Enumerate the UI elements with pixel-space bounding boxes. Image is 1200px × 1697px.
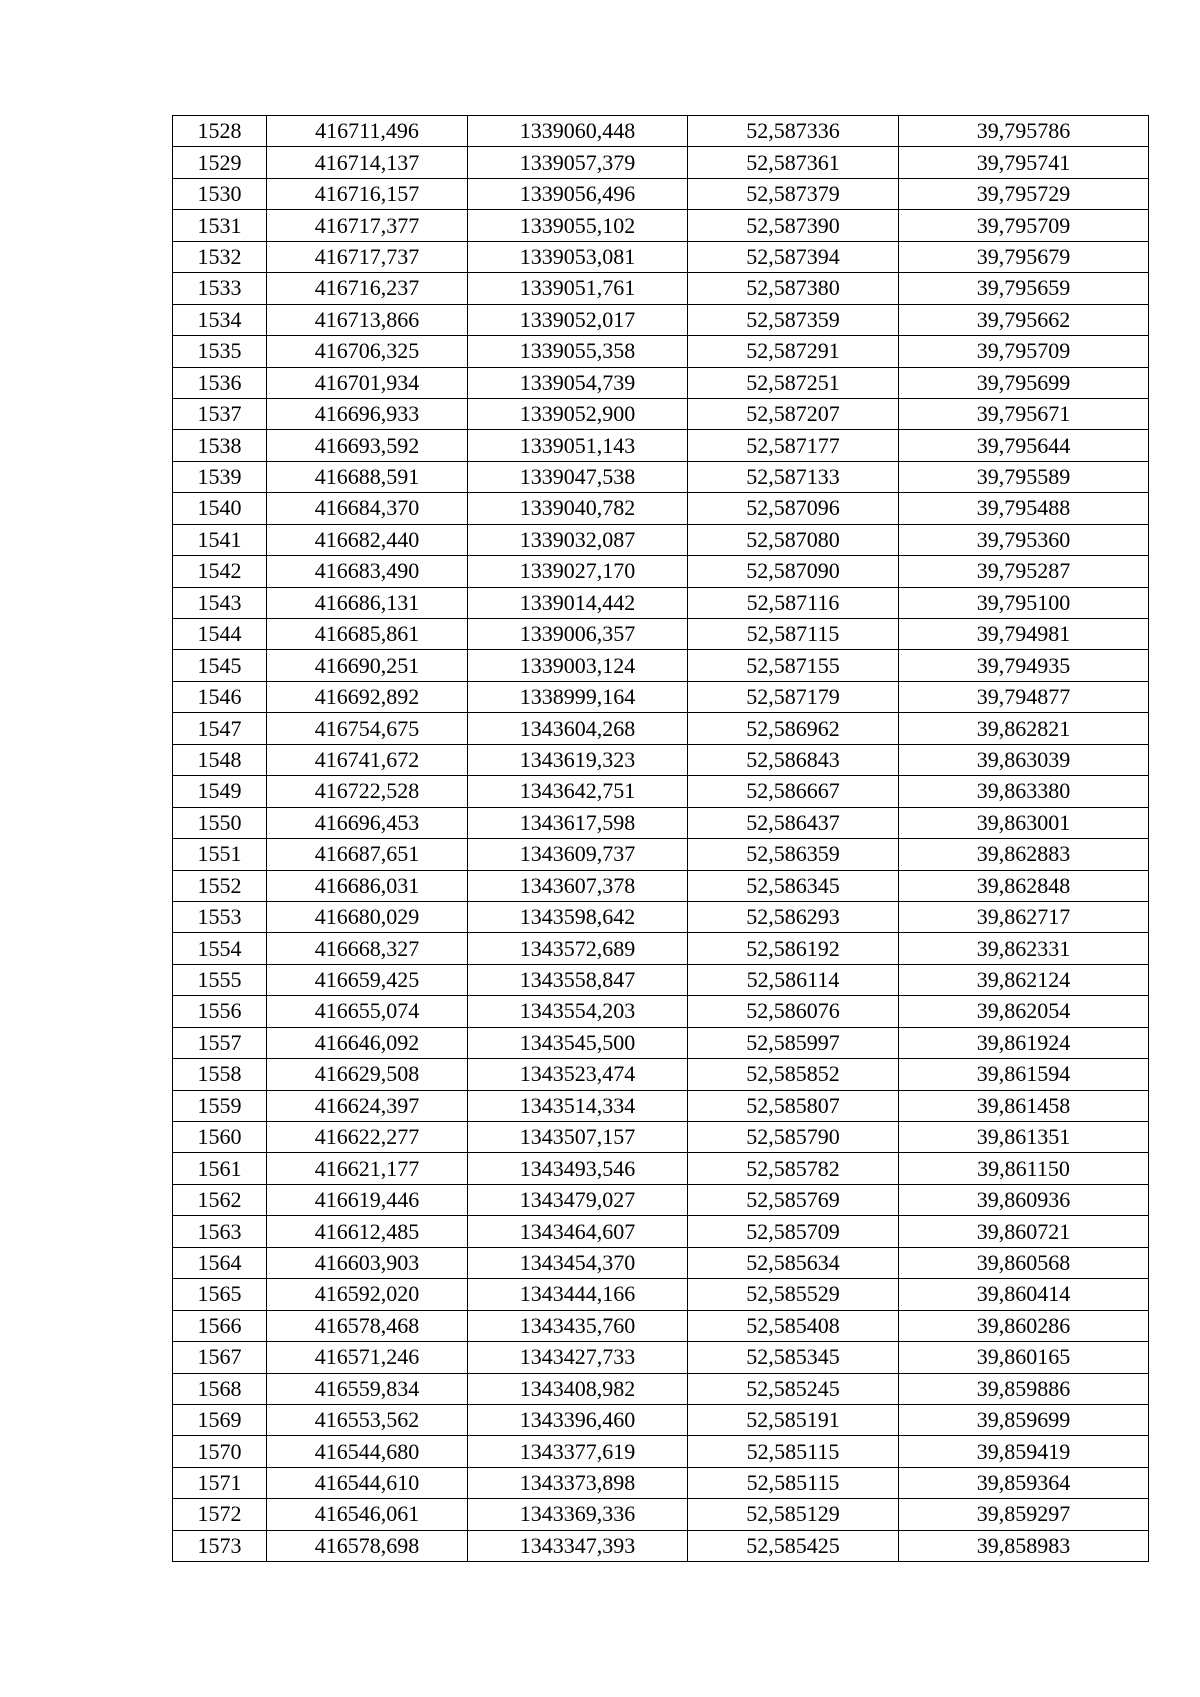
latitude-cell: 52,587336 <box>688 116 899 147</box>
y-coordinate-cell: 1339051,761 <box>468 273 688 304</box>
longitude-cell: 39,861594 <box>899 1059 1149 1090</box>
longitude-cell: 39,795741 <box>899 147 1149 178</box>
point-number-cell: 1569 <box>173 1404 267 1435</box>
latitude-cell: 52,585425 <box>688 1530 899 1561</box>
y-coordinate-cell: 1339055,102 <box>468 210 688 241</box>
x-coordinate-cell: 416686,131 <box>267 587 468 618</box>
point-number-cell: 1564 <box>173 1247 267 1278</box>
longitude-cell: 39,795786 <box>899 116 1149 147</box>
point-number-cell: 1560 <box>173 1122 267 1153</box>
latitude-cell: 52,586192 <box>688 933 899 964</box>
latitude-cell: 52,586114 <box>688 964 899 995</box>
point-number-cell: 1542 <box>173 556 267 587</box>
longitude-cell: 39,795671 <box>899 398 1149 429</box>
longitude-cell: 39,862331 <box>899 933 1149 964</box>
y-coordinate-cell: 1343598,642 <box>468 901 688 932</box>
x-coordinate-cell: 416668,327 <box>267 933 468 964</box>
point-number-cell: 1531 <box>173 210 267 241</box>
point-number-cell: 1539 <box>173 461 267 492</box>
x-coordinate-cell: 416685,861 <box>267 619 468 650</box>
point-number-cell: 1537 <box>173 398 267 429</box>
point-number-cell: 1552 <box>173 870 267 901</box>
y-coordinate-cell: 1343479,027 <box>468 1184 688 1215</box>
table-row <box>173 1184 1149 1215</box>
y-coordinate-cell: 1343373,898 <box>468 1467 688 1498</box>
x-coordinate-cell: 416696,453 <box>267 807 468 838</box>
y-coordinate-cell: 1339060,448 <box>468 116 688 147</box>
table-row <box>173 1530 1149 1561</box>
longitude-cell: 39,795287 <box>899 556 1149 587</box>
x-coordinate-cell: 416714,137 <box>267 147 468 178</box>
point-number-cell: 1573 <box>173 1530 267 1561</box>
x-coordinate-cell: 416722,528 <box>267 776 468 807</box>
latitude-cell: 52,585408 <box>688 1310 899 1341</box>
y-coordinate-cell: 1339014,442 <box>468 587 688 618</box>
y-coordinate-cell: 1338999,164 <box>468 681 688 712</box>
latitude-cell: 52,585115 <box>688 1467 899 1498</box>
point-number-cell: 1556 <box>173 996 267 1027</box>
point-number-cell: 1530 <box>173 178 267 209</box>
x-coordinate-cell: 416619,446 <box>267 1184 468 1215</box>
y-coordinate-cell: 1343396,460 <box>468 1404 688 1435</box>
y-coordinate-cell: 1339057,379 <box>468 147 688 178</box>
point-number-cell: 1549 <box>173 776 267 807</box>
y-coordinate-cell: 1343604,268 <box>468 713 688 744</box>
longitude-cell: 39,794877 <box>899 681 1149 712</box>
y-coordinate-cell: 1343545,500 <box>468 1027 688 1058</box>
table-row <box>173 336 1149 367</box>
point-number-cell: 1546 <box>173 681 267 712</box>
table-row <box>173 1247 1149 1278</box>
x-coordinate-cell: 416706,325 <box>267 336 468 367</box>
table-row <box>173 1404 1149 1435</box>
x-coordinate-cell: 416659,425 <box>267 964 468 995</box>
longitude-cell: 39,795589 <box>899 461 1149 492</box>
table-row <box>173 273 1149 304</box>
x-coordinate-cell: 416629,508 <box>267 1059 468 1090</box>
x-coordinate-cell: 416754,675 <box>267 713 468 744</box>
y-coordinate-cell: 1343572,689 <box>468 933 688 964</box>
latitude-cell: 52,586843 <box>688 744 899 775</box>
longitude-cell: 39,794981 <box>899 619 1149 650</box>
latitude-cell: 52,587179 <box>688 681 899 712</box>
latitude-cell: 52,586667 <box>688 776 899 807</box>
table-row <box>173 147 1149 178</box>
latitude-cell: 52,587177 <box>688 430 899 461</box>
table-row <box>173 1279 1149 1310</box>
y-coordinate-cell: 1339054,739 <box>468 367 688 398</box>
point-number-cell: 1572 <box>173 1499 267 1530</box>
point-number-cell: 1545 <box>173 650 267 681</box>
x-coordinate-cell: 416624,397 <box>267 1090 468 1121</box>
y-coordinate-cell: 1343454,370 <box>468 1247 688 1278</box>
longitude-cell: 39,860936 <box>899 1184 1149 1215</box>
x-coordinate-cell: 416544,680 <box>267 1436 468 1467</box>
x-coordinate-cell: 416701,934 <box>267 367 468 398</box>
table-row <box>173 650 1149 681</box>
longitude-cell: 39,861924 <box>899 1027 1149 1058</box>
y-coordinate-cell: 1339006,357 <box>468 619 688 650</box>
x-coordinate-cell: 416682,440 <box>267 524 468 555</box>
table-row <box>173 1436 1149 1467</box>
latitude-cell: 52,587080 <box>688 524 899 555</box>
latitude-cell: 52,586359 <box>688 839 899 870</box>
y-coordinate-cell: 1343369,336 <box>468 1499 688 1530</box>
longitude-cell: 39,861351 <box>899 1122 1149 1153</box>
x-coordinate-cell: 416687,651 <box>267 839 468 870</box>
x-coordinate-cell: 416680,029 <box>267 901 468 932</box>
x-coordinate-cell: 416578,468 <box>267 1310 468 1341</box>
table-row <box>173 1122 1149 1153</box>
y-coordinate-cell: 1343642,751 <box>468 776 688 807</box>
longitude-cell: 39,862054 <box>899 996 1149 1027</box>
point-number-cell: 1540 <box>173 493 267 524</box>
x-coordinate-cell: 416688,591 <box>267 461 468 492</box>
table-row <box>173 996 1149 1027</box>
y-coordinate-cell: 1343558,847 <box>468 964 688 995</box>
point-number-cell: 1547 <box>173 713 267 744</box>
table-row <box>173 619 1149 650</box>
table-row <box>173 493 1149 524</box>
point-number-cell: 1528 <box>173 116 267 147</box>
x-coordinate-cell: 416696,933 <box>267 398 468 429</box>
table-row <box>173 1342 1149 1373</box>
longitude-cell: 39,795709 <box>899 210 1149 241</box>
longitude-cell: 39,795729 <box>899 178 1149 209</box>
point-number-cell: 1541 <box>173 524 267 555</box>
point-number-cell: 1535 <box>173 336 267 367</box>
point-number-cell: 1563 <box>173 1216 267 1247</box>
y-coordinate-cell: 1343444,166 <box>468 1279 688 1310</box>
longitude-cell: 39,795659 <box>899 273 1149 304</box>
longitude-cell: 39,795644 <box>899 430 1149 461</box>
latitude-cell: 52,585634 <box>688 1247 899 1278</box>
table-body <box>173 116 1149 1562</box>
point-number-cell: 1550 <box>173 807 267 838</box>
latitude-cell: 52,587096 <box>688 493 899 524</box>
latitude-cell: 52,587380 <box>688 273 899 304</box>
table-row <box>173 210 1149 241</box>
longitude-cell: 39,862883 <box>899 839 1149 870</box>
latitude-cell: 52,585782 <box>688 1153 899 1184</box>
table-row <box>173 964 1149 995</box>
latitude-cell: 52,585129 <box>688 1499 899 1530</box>
y-coordinate-cell: 1343427,733 <box>468 1342 688 1373</box>
point-number-cell: 1561 <box>173 1153 267 1184</box>
table-row <box>173 367 1149 398</box>
point-number-cell: 1548 <box>173 744 267 775</box>
point-number-cell: 1529 <box>173 147 267 178</box>
point-number-cell: 1565 <box>173 1279 267 1310</box>
latitude-cell: 52,585709 <box>688 1216 899 1247</box>
point-number-cell: 1568 <box>173 1373 267 1404</box>
point-number-cell: 1544 <box>173 619 267 650</box>
latitude-cell: 52,587251 <box>688 367 899 398</box>
longitude-cell: 39,795488 <box>899 493 1149 524</box>
longitude-cell: 39,862717 <box>899 901 1149 932</box>
x-coordinate-cell: 416546,061 <box>267 1499 468 1530</box>
y-coordinate-cell: 1339032,087 <box>468 524 688 555</box>
longitude-cell: 39,862124 <box>899 964 1149 995</box>
x-coordinate-cell: 416578,698 <box>267 1530 468 1561</box>
longitude-cell: 39,862848 <box>899 870 1149 901</box>
longitude-cell: 39,794935 <box>899 650 1149 681</box>
table-row <box>173 870 1149 901</box>
x-coordinate-cell: 416684,370 <box>267 493 468 524</box>
y-coordinate-cell: 1343619,323 <box>468 744 688 775</box>
longitude-cell: 39,861150 <box>899 1153 1149 1184</box>
y-coordinate-cell: 1343377,619 <box>468 1436 688 1467</box>
x-coordinate-cell: 416711,496 <box>267 116 468 147</box>
latitude-cell: 52,585769 <box>688 1184 899 1215</box>
latitude-cell: 52,585245 <box>688 1373 899 1404</box>
latitude-cell: 52,585115 <box>688 1436 899 1467</box>
table-row <box>173 116 1149 147</box>
point-number-cell: 1558 <box>173 1059 267 1090</box>
longitude-cell: 39,859886 <box>899 1373 1149 1404</box>
y-coordinate-cell: 1339040,782 <box>468 493 688 524</box>
point-number-cell: 1570 <box>173 1436 267 1467</box>
latitude-cell: 52,587133 <box>688 461 899 492</box>
latitude-cell: 52,585191 <box>688 1404 899 1435</box>
table-row <box>173 839 1149 870</box>
table-row <box>173 304 1149 335</box>
point-number-cell: 1551 <box>173 839 267 870</box>
latitude-cell: 52,585807 <box>688 1090 899 1121</box>
y-coordinate-cell: 1339053,081 <box>468 241 688 272</box>
table-row <box>173 524 1149 555</box>
longitude-cell: 39,859297 <box>899 1499 1149 1530</box>
table-row <box>173 461 1149 492</box>
y-coordinate-cell: 1343507,157 <box>468 1122 688 1153</box>
table-row <box>173 713 1149 744</box>
point-number-cell: 1562 <box>173 1184 267 1215</box>
table-row <box>173 807 1149 838</box>
latitude-cell: 52,587207 <box>688 398 899 429</box>
y-coordinate-cell: 1343347,393 <box>468 1530 688 1561</box>
point-number-cell: 1567 <box>173 1342 267 1373</box>
x-coordinate-cell: 416544,610 <box>267 1467 468 1498</box>
point-number-cell: 1557 <box>173 1027 267 1058</box>
longitude-cell: 39,860286 <box>899 1310 1149 1341</box>
y-coordinate-cell: 1343493,546 <box>468 1153 688 1184</box>
table-row <box>173 901 1149 932</box>
table-row <box>173 1216 1149 1247</box>
x-coordinate-cell: 416553,562 <box>267 1404 468 1435</box>
longitude-cell: 39,861458 <box>899 1090 1149 1121</box>
y-coordinate-cell: 1343523,474 <box>468 1059 688 1090</box>
x-coordinate-cell: 416655,074 <box>267 996 468 1027</box>
y-coordinate-cell: 1339027,170 <box>468 556 688 587</box>
latitude-cell: 52,587115 <box>688 619 899 650</box>
latitude-cell: 52,587359 <box>688 304 899 335</box>
point-number-cell: 1538 <box>173 430 267 461</box>
x-coordinate-cell: 416646,092 <box>267 1027 468 1058</box>
point-number-cell: 1533 <box>173 273 267 304</box>
table-row <box>173 1090 1149 1121</box>
x-coordinate-cell: 416692,892 <box>267 681 468 712</box>
x-coordinate-cell: 416713,866 <box>267 304 468 335</box>
longitude-cell: 39,859419 <box>899 1436 1149 1467</box>
x-coordinate-cell: 416559,834 <box>267 1373 468 1404</box>
table-row <box>173 1499 1149 1530</box>
longitude-cell: 39,795679 <box>899 241 1149 272</box>
longitude-cell: 39,795662 <box>899 304 1149 335</box>
longitude-cell: 39,860721 <box>899 1216 1149 1247</box>
x-coordinate-cell: 416683,490 <box>267 556 468 587</box>
y-coordinate-cell: 1339051,143 <box>468 430 688 461</box>
table-row <box>173 744 1149 775</box>
point-number-cell: 1571 <box>173 1467 267 1498</box>
x-coordinate-cell: 416686,031 <box>267 870 468 901</box>
y-coordinate-cell: 1339056,496 <box>468 178 688 209</box>
latitude-cell: 52,587090 <box>688 556 899 587</box>
longitude-cell: 39,863039 <box>899 744 1149 775</box>
table-row <box>173 1467 1149 1498</box>
latitude-cell: 52,585852 <box>688 1059 899 1090</box>
x-coordinate-cell: 416693,592 <box>267 430 468 461</box>
y-coordinate-cell: 1343435,760 <box>468 1310 688 1341</box>
longitude-cell: 39,859364 <box>899 1467 1149 1498</box>
y-coordinate-cell: 1343607,378 <box>468 870 688 901</box>
longitude-cell: 39,863380 <box>899 776 1149 807</box>
y-coordinate-cell: 1343554,203 <box>468 996 688 1027</box>
x-coordinate-cell: 416622,277 <box>267 1122 468 1153</box>
table-row <box>173 430 1149 461</box>
longitude-cell: 39,863001 <box>899 807 1149 838</box>
point-number-cell: 1543 <box>173 587 267 618</box>
table-row <box>173 556 1149 587</box>
latitude-cell: 52,585529 <box>688 1279 899 1310</box>
coordinates-table <box>172 115 1149 1562</box>
x-coordinate-cell: 416690,251 <box>267 650 468 681</box>
latitude-cell: 52,585997 <box>688 1027 899 1058</box>
longitude-cell: 39,860568 <box>899 1247 1149 1278</box>
latitude-cell: 52,587155 <box>688 650 899 681</box>
table-row <box>173 776 1149 807</box>
longitude-cell: 39,859699 <box>899 1404 1149 1435</box>
x-coordinate-cell: 416717,377 <box>267 210 468 241</box>
latitude-cell: 52,587390 <box>688 210 899 241</box>
longitude-cell: 39,860414 <box>899 1279 1149 1310</box>
point-number-cell: 1566 <box>173 1310 267 1341</box>
table-row <box>173 1310 1149 1341</box>
point-number-cell: 1536 <box>173 367 267 398</box>
table-row <box>173 933 1149 964</box>
x-coordinate-cell: 416571,246 <box>267 1342 468 1373</box>
table-row <box>173 681 1149 712</box>
longitude-cell: 39,862821 <box>899 713 1149 744</box>
latitude-cell: 52,587291 <box>688 336 899 367</box>
y-coordinate-cell: 1339052,017 <box>468 304 688 335</box>
latitude-cell: 52,586076 <box>688 996 899 1027</box>
x-coordinate-cell: 416603,903 <box>267 1247 468 1278</box>
x-coordinate-cell: 416592,020 <box>267 1279 468 1310</box>
x-coordinate-cell: 416717,737 <box>267 241 468 272</box>
x-coordinate-cell: 416612,485 <box>267 1216 468 1247</box>
y-coordinate-cell: 1339047,538 <box>468 461 688 492</box>
point-number-cell: 1559 <box>173 1090 267 1121</box>
latitude-cell: 52,587116 <box>688 587 899 618</box>
y-coordinate-cell: 1339055,358 <box>468 336 688 367</box>
latitude-cell: 52,585345 <box>688 1342 899 1373</box>
x-coordinate-cell: 416716,157 <box>267 178 468 209</box>
latitude-cell: 52,586437 <box>688 807 899 838</box>
x-coordinate-cell: 416741,672 <box>267 744 468 775</box>
y-coordinate-cell: 1343464,607 <box>468 1216 688 1247</box>
longitude-cell: 39,795100 <box>899 587 1149 618</box>
table-row <box>173 241 1149 272</box>
point-number-cell: 1553 <box>173 901 267 932</box>
point-number-cell: 1554 <box>173 933 267 964</box>
longitude-cell: 39,858983 <box>899 1530 1149 1561</box>
x-coordinate-cell: 416621,177 <box>267 1153 468 1184</box>
point-number-cell: 1534 <box>173 304 267 335</box>
latitude-cell: 52,586293 <box>688 901 899 932</box>
latitude-cell: 52,586962 <box>688 713 899 744</box>
longitude-cell: 39,795709 <box>899 336 1149 367</box>
latitude-cell: 52,585790 <box>688 1122 899 1153</box>
longitude-cell: 39,795360 <box>899 524 1149 555</box>
longitude-cell: 39,860165 <box>899 1342 1149 1373</box>
latitude-cell: 52,586345 <box>688 870 899 901</box>
table-row <box>173 1153 1149 1184</box>
y-coordinate-cell: 1339052,900 <box>468 398 688 429</box>
table-row <box>173 587 1149 618</box>
x-coordinate-cell: 416716,237 <box>267 273 468 304</box>
table-row <box>173 178 1149 209</box>
y-coordinate-cell: 1339003,124 <box>468 650 688 681</box>
point-number-cell: 1555 <box>173 964 267 995</box>
table-row <box>173 1027 1149 1058</box>
latitude-cell: 52,587379 <box>688 178 899 209</box>
table-row <box>173 1059 1149 1090</box>
latitude-cell: 52,587394 <box>688 241 899 272</box>
y-coordinate-cell: 1343609,737 <box>468 839 688 870</box>
longitude-cell: 39,795699 <box>899 367 1149 398</box>
y-coordinate-cell: 1343514,334 <box>468 1090 688 1121</box>
table-row <box>173 398 1149 429</box>
table-row <box>173 1373 1149 1404</box>
y-coordinate-cell: 1343408,982 <box>468 1373 688 1404</box>
point-number-cell: 1532 <box>173 241 267 272</box>
y-coordinate-cell: 1343617,598 <box>468 807 688 838</box>
latitude-cell: 52,587361 <box>688 147 899 178</box>
